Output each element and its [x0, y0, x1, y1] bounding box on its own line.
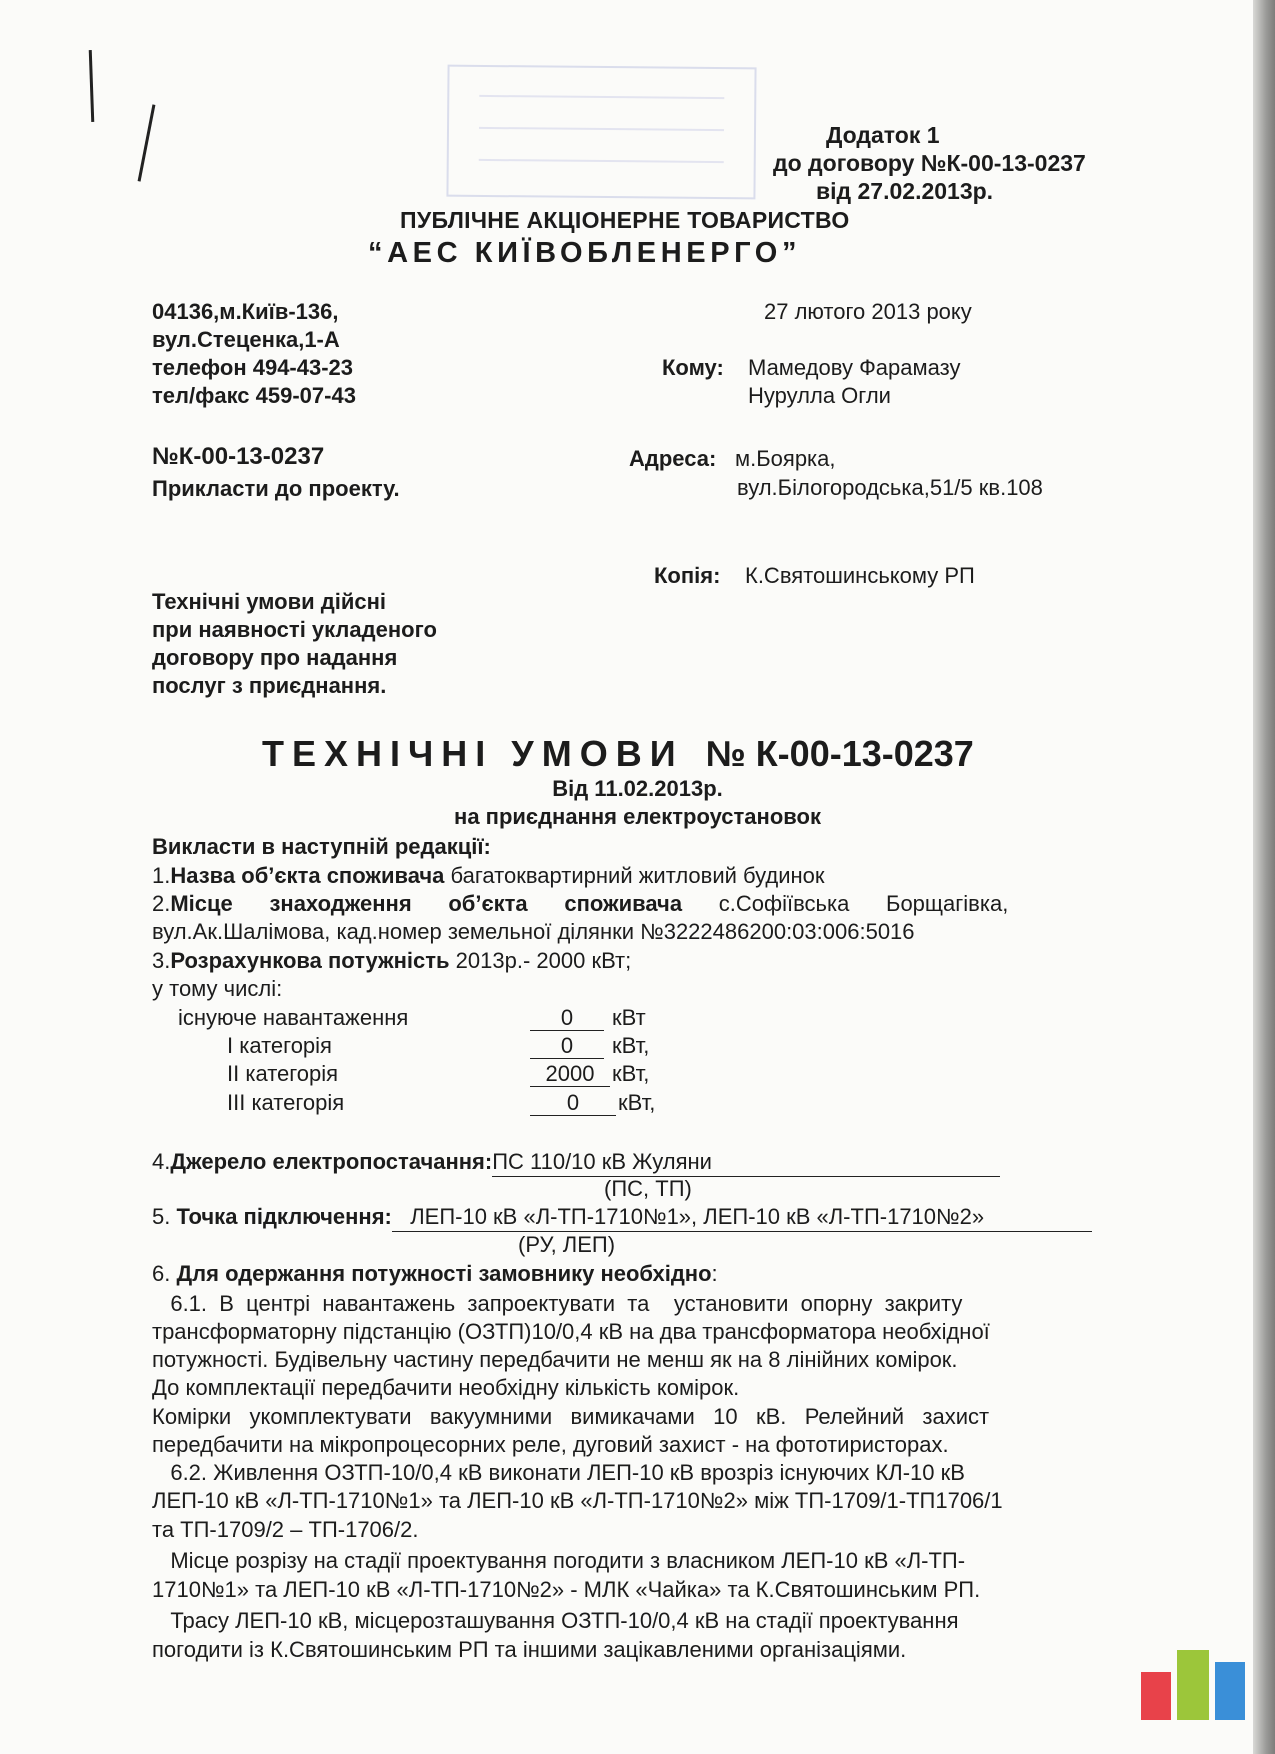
- load-unit-cat1: кВт,: [612, 1033, 650, 1058]
- item-3-value: 2013р.- 2000 кВт;: [449, 948, 632, 973]
- org-type: ПУБЛІЧНЕ АКЦІОНЕРНЕ ТОВАРИСТВО: [400, 207, 850, 233]
- load-label-cat3: ІІІ категорія: [227, 1090, 345, 1115]
- load-row-cat3: [530, 1089, 655, 1117]
- annex-label: Додаток 1: [826, 122, 940, 148]
- buildings-watermark-icon: [1141, 1650, 1251, 1720]
- item-5-value: ЛЕП-10 кВ «Л-ТП-1710№1», ЛЕП-10 кВ «Л-ТП-1710№2»: [392, 1203, 1092, 1232]
- load-label-cat1: І категорія: [227, 1033, 332, 1058]
- validity-line-4: послуг з приєднання.: [152, 673, 387, 698]
- para-6-2-line-6: Трасу ЛЕП-10 кВ, місцерозташування ОЗТП-10/0,4 кВ на стадії проектування: [152, 1608, 959, 1633]
- para-6-1-line-4: До комплектації передбачити необхідну кількість комірок.: [152, 1375, 740, 1400]
- para-6-2-line-7: погодити із К.Святошинським РП та іншими зацікавленими організаціями.: [152, 1637, 907, 1662]
- org-name: “АЕС КИЇВОБЛЕНЕРГО”: [368, 237, 802, 269]
- sender-attach: Прикласти до проекту.: [152, 476, 400, 501]
- load-value-cat3: 0: [530, 1091, 616, 1116]
- para-6-1-line-5: Комірки укомплектувати вакуумними вимикачами 10 кВ. Релейний захист: [152, 1404, 990, 1429]
- sender-number: №К-00-13-0237: [152, 443, 325, 470]
- item-5-label: Точка підключення:: [176, 1204, 392, 1229]
- load-row-cat2: [530, 1060, 649, 1088]
- load-row-existing: [530, 1004, 646, 1032]
- load-unit-cat2: кВт,: [612, 1061, 650, 1086]
- load-label-cat2: ІІ категорія: [227, 1061, 339, 1086]
- para-6-2-line-1: 6.2. Живлення ОЗТП-10/0,4 кВ виконати ЛЕП-10 кВ врозріз існуючих КЛ-10 кВ: [152, 1460, 965, 1485]
- item-2-num: 2.: [152, 891, 171, 916]
- title-date: Від 11.02.2013р.: [552, 776, 723, 801]
- para-6-1-line-6: передбачити на мікропроцесорних реле, дуговий захист - на фототиристорах.: [152, 1432, 949, 1457]
- document-title: [262, 733, 974, 775]
- load-row-cat1: [530, 1032, 649, 1060]
- item-2-line-2: вул.Ак.Шалімова, кад.номер земельної ділянки №3222486200:03:006:5016: [152, 919, 915, 944]
- item-1: [152, 862, 825, 890]
- title-main: ТЕХНІЧНІ УМОВИ: [262, 733, 684, 774]
- document-date: 27 лютого 2013 року: [764, 299, 972, 324]
- title-subject: на приєднання електроустановок: [454, 804, 821, 829]
- para-6-2-line-4: Місце розрізу на стадії проектування погодити з власником ЛЕП-10 кВ «Л-ТП-: [152, 1548, 966, 1573]
- item-5-hint: (РУ, ЛЕП): [518, 1232, 616, 1257]
- load-unit-existing: кВт: [612, 1005, 646, 1030]
- item-6-num: 6.: [152, 1261, 177, 1286]
- item-5: [152, 1203, 1092, 1232]
- item-4-label: Джерело електропостачання:: [170, 1149, 493, 1174]
- item-6-colon: :: [711, 1261, 718, 1286]
- item-1-label: Назва об’єкта споживача: [170, 863, 445, 888]
- scan-edge-shadow: [1253, 0, 1275, 1754]
- item-4-value: ПС 110/10 кВ Жуляни: [492, 1148, 1000, 1177]
- item-1-value: багатоквартирний житловий будинок: [444, 863, 825, 888]
- recipient-address-1: м.Боярка,: [735, 446, 836, 471]
- item-4: [152, 1148, 1000, 1177]
- annex-date: від 27.02.2013р.: [816, 178, 994, 204]
- para-6-1-line-1: 6.1. В центрі навантажень запроектувати та установити опорну закриту: [152, 1291, 963, 1316]
- copy-label: Копія:: [654, 563, 721, 588]
- para-6-1-line-2: трансформаторну підстанцію (ОЗТП)10/0,4 кВ на два трансформатора необхідної: [152, 1319, 990, 1344]
- sender-fax: тел/факс 459-07-43: [152, 383, 356, 408]
- item-6: [152, 1260, 718, 1288]
- annex-contract: до договору №К-00-13-0237: [773, 150, 1086, 176]
- item-3-label: Розрахункова потужність: [170, 948, 450, 973]
- recipient-to-label: Кому:: [662, 355, 724, 380]
- load-unit-cat3: кВт,: [618, 1090, 656, 1115]
- sender-address-1: 04136,м.Київ-136,: [152, 299, 339, 324]
- load-value-cat1: 0: [530, 1034, 604, 1059]
- validity-line-3: договору про надання: [152, 645, 398, 670]
- para-6-1-line-3: потужності. Будівельну частину передбачити не менш як на 8 лінійних комірок.: [152, 1347, 958, 1372]
- validity-line-1: Технічні умови дійсні: [152, 589, 386, 614]
- load-label-existing: існуюче навантаження: [178, 1005, 409, 1030]
- item-2-label: Місце знаходження об’єкта споживача: [170, 891, 683, 916]
- including-label: у тому числі:: [152, 976, 283, 1001]
- para-6-2-line-5: 1710№1» та ЛЕП-10 кВ «Л-ТП-1710№2» - МЛК «Чайка» та К.Святошинським РП.: [152, 1577, 981, 1602]
- load-value-cat2: 2000: [530, 1062, 610, 1087]
- pen-mark-slash: [138, 104, 156, 181]
- recipient-address-2: вул.Білогородська,51/5 кв.108: [737, 475, 1043, 500]
- item-2: [152, 890, 1130, 918]
- validity-line-2: при наявності укладеного: [152, 617, 437, 642]
- sender-address-2: вул.Стеценка,1-А: [152, 327, 340, 352]
- recipient-name-2: Нурулла Огли: [748, 383, 891, 408]
- faded-stamp: [446, 65, 756, 200]
- para-6-2-line-3: та ТП-1709/2 – ТП-1706/2.: [152, 1517, 419, 1542]
- copy-value: К.Святошинському РП: [745, 563, 975, 588]
- recipient-name-1: Мамедову Фарамазу: [748, 355, 961, 380]
- item-6-label: Для одержання потужності замовнику необхідно: [176, 1261, 712, 1286]
- item-4-num: 4.: [152, 1149, 171, 1174]
- item-4-hint: (ПС, ТП): [604, 1176, 692, 1201]
- item-1-num: 1.: [152, 863, 171, 888]
- intro-line: Викласти в наступній редакції:: [152, 834, 491, 859]
- pen-mark-left: [89, 50, 95, 122]
- load-value-existing: 0: [530, 1006, 604, 1031]
- item-2-value: с.Софіївська Борщагівка,: [682, 891, 1009, 916]
- para-6-2-line-2: ЛЕП-10 кВ «Л-ТП-1710№1» та ЛЕП-10 кВ «Л-ТП-1710№2» між ТП-1709/1-ТП1706/1: [152, 1488, 1003, 1513]
- item-3: [152, 947, 631, 975]
- title-number: № К-00-13-0237: [705, 733, 974, 774]
- item-5-num: 5.: [152, 1204, 177, 1229]
- sender-phone: телефон 494-43-23: [152, 355, 354, 380]
- item-3-num: 3.: [152, 948, 171, 973]
- recipient-address-label: Адреса:: [629, 446, 717, 471]
